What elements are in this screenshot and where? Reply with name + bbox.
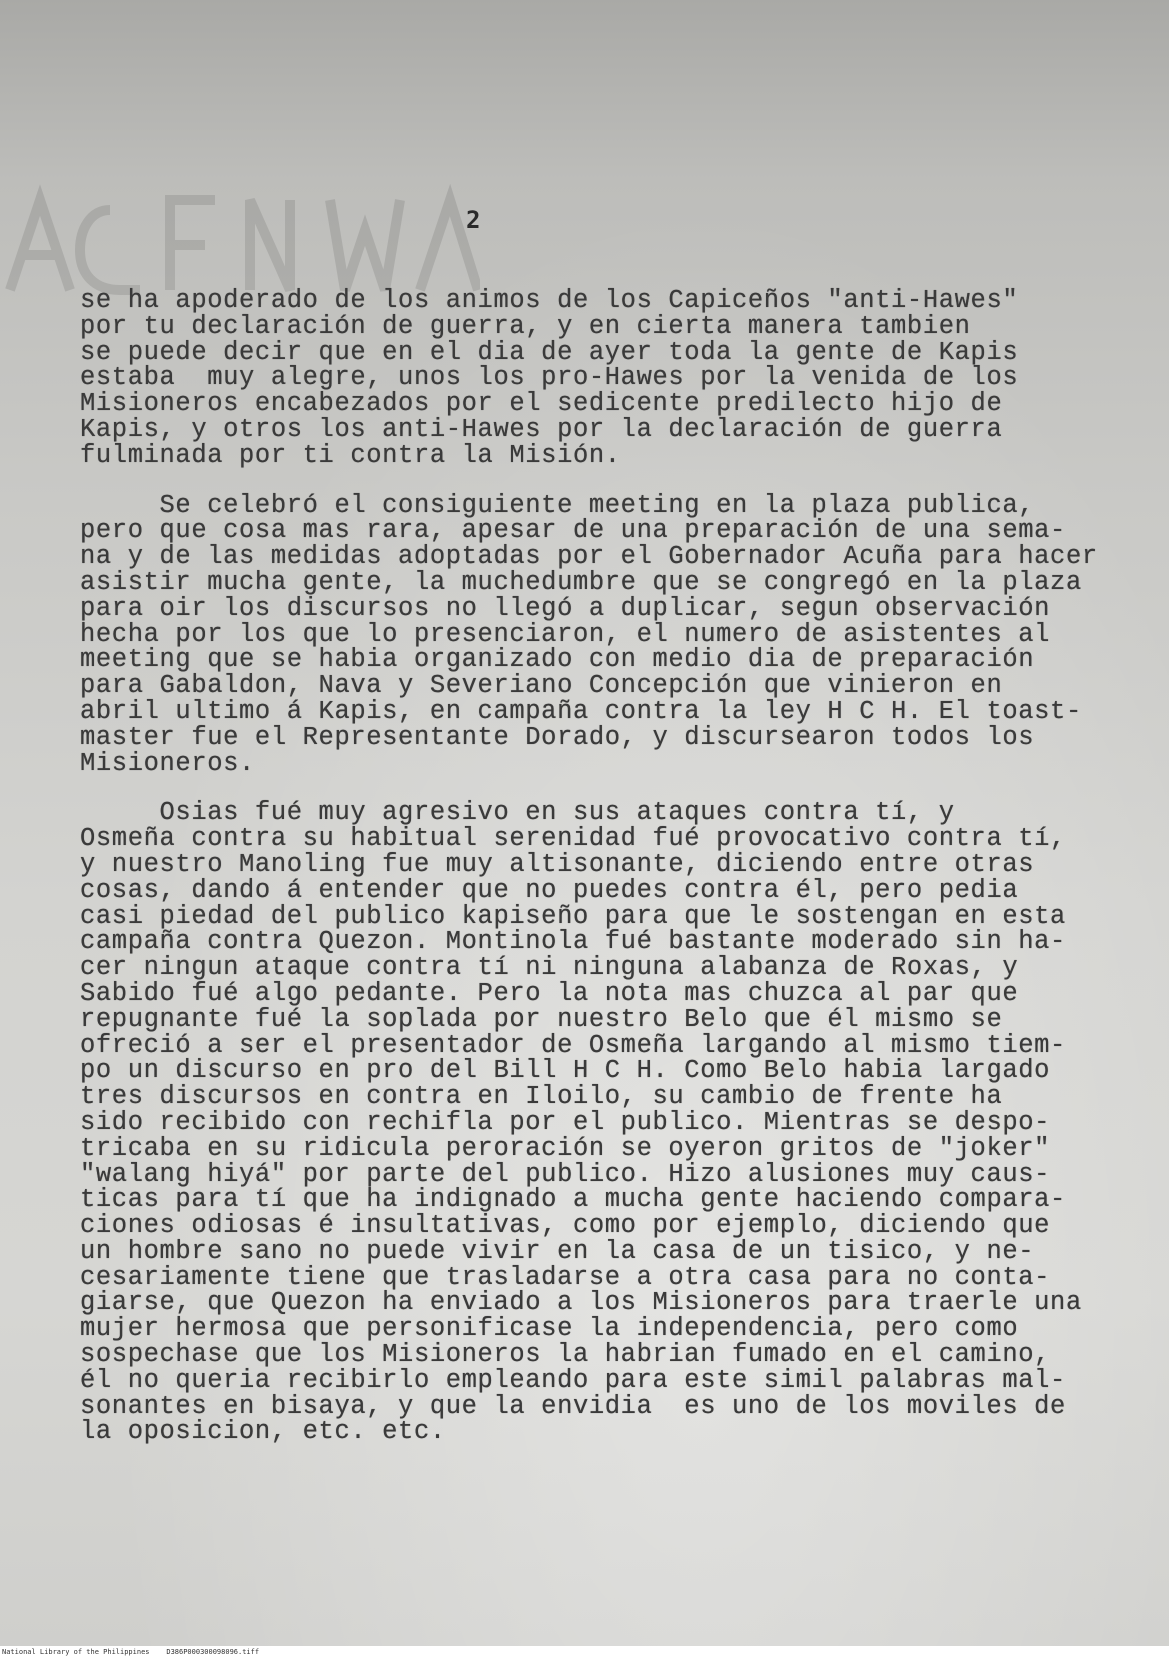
bleed-through-lettering — [0, 180, 480, 300]
text-line: meeting que se habia organizado con medio dia de preparación — [80, 645, 1035, 675]
text-line: abril ultimo á Kapis, en campaña contra la ley H C H. El toast- — [80, 696, 1082, 726]
paragraph-gap — [80, 469, 1140, 493]
text-line: estaba muy alegre, unos los pro-Hawes por la venida de los — [80, 363, 1019, 393]
text-line: ciones odiosas é insultativas, como por ejemplo, diciendo que — [80, 1211, 1051, 1241]
text-line: ofreció a ser el presentador de Osmeña largando al mismo tiem- — [80, 1030, 1066, 1060]
text-line: se puede decir que en el dia de ayer toda la gente de Kapis — [80, 337, 1019, 367]
text-line: cosas, dando á entender que no puedes contra él, pero pedia — [80, 875, 1019, 905]
text-line: sospechase que los Misioneros la habrian fumado en el camino, — [80, 1340, 1051, 1370]
text-line: y nuestro Manoling fue muy altisonante, diciendo entre otras — [80, 849, 1035, 879]
text-line: na y de las medidas adoptadas por el Gobernador Acuña para hacer — [80, 542, 1098, 572]
text-line: repugnante fué la soplada por nuestro Belo que él mismo se — [80, 1004, 1003, 1034]
paragraph — [80, 490, 1140, 778]
text-line: él no queria recibirlo empleando para este simil palabras mal- — [80, 1365, 1066, 1395]
paragraph — [80, 288, 1140, 469]
text-line: campaña contra Quezon. Montinola fué bastante moderado sin ha- — [80, 927, 1066, 957]
archive-footer — [0, 1646, 1169, 1658]
text-line: ticas para tí que ha indignado a mucha gente haciendo compara- — [80, 1185, 1066, 1215]
text-line: hecha por los que lo presenciaron, el numero de asistentes al — [80, 619, 1051, 649]
text-line: Se celebró el consiguiente meeting en la plaza publica, — [80, 490, 1035, 520]
text-line: mujer hermosa que personificase la independencia, pero como — [80, 1314, 1019, 1344]
text-line: por tu declaración de guerra, y en cierta manera tambien — [80, 311, 971, 341]
text-line: Osias fué muy agresivo en sus ataques contra tí, y — [80, 798, 955, 828]
text-line: Misioneros encabezados por el sedicente predilecto hijo de — [80, 389, 1003, 419]
text-line: un hombre sano no puede vivir en la casa de un tisico, y ne- — [80, 1236, 1035, 1266]
text-line: giarse, que Quezon ha enviado a los Misioneros para traerle una — [80, 1288, 1082, 1318]
text-line: cer ningun ataque contra tí ni ninguna alabanza de Roxas, y — [80, 953, 1019, 983]
text-line: Kapis, y otros los anti-Hawes por la declaración de guerra — [80, 414, 1003, 444]
text-line: se ha apoderado de los animos de los Capiceños "anti-Hawes" — [80, 286, 1019, 315]
paragraph-gap — [80, 776, 1140, 800]
text-line: la oposicion, etc. etc. — [80, 1417, 446, 1447]
archive-footer-text: National Library of the Philippines D386P000300098096.tiff — [2, 1648, 260, 1656]
text-line: master fue el Representante Dorado, y discursearon todos los — [80, 722, 1035, 752]
text-line: Osmeña contra su habitual serenidad fué provocativo contra tí, — [80, 824, 1066, 854]
text-line: sonantes en bisaya, y que la envidia es uno de los moviles de — [80, 1391, 1066, 1421]
text-line: para Gabaldon, Nava y Severiano Concepción que vinieron en — [80, 671, 1003, 701]
text-line: po un discurso en pro del Bill H C H. Como Belo habia largado — [80, 1056, 1051, 1086]
page-number: 2 — [466, 206, 481, 234]
text-line: cesariamente tiene que trasladarse a otra casa para no conta- — [80, 1262, 1051, 1292]
text-line: tres discursos en contra en Iloilo, su cambio de frente ha — [80, 1082, 1003, 1112]
paragraph — [80, 800, 1140, 1445]
text-line: tricaba en su ridicula peroración se oyeron gritos de "joker" — [80, 1133, 1051, 1163]
text-line: para oir los discursos no llegó a duplicar, segun observación — [80, 593, 1051, 623]
text-line: asistir mucha gente, la muchedumbre que se congregó en la plaza — [80, 567, 1082, 597]
text-line: fulminada por ti contra la Misión. — [80, 440, 621, 470]
text-line: Sabido fué algo pedante. Pero la nota mas chuzca al par que — [80, 978, 1019, 1008]
text-line: sido recibido con rechifla por el publico. Mientras se despo- — [80, 1107, 1051, 1137]
text-line: "walang hiyá" por parte del publico. Hizo alusiones muy caus- — [80, 1159, 1051, 1189]
text-line: pero que cosa mas rara, apesar de una preparación de una sema- — [80, 516, 1066, 546]
letter-body — [80, 288, 1140, 1445]
text-line: Misioneros. — [80, 748, 255, 778]
text-line: casi piedad del publico kapiseño para que le sostengan en esta — [80, 901, 1066, 931]
